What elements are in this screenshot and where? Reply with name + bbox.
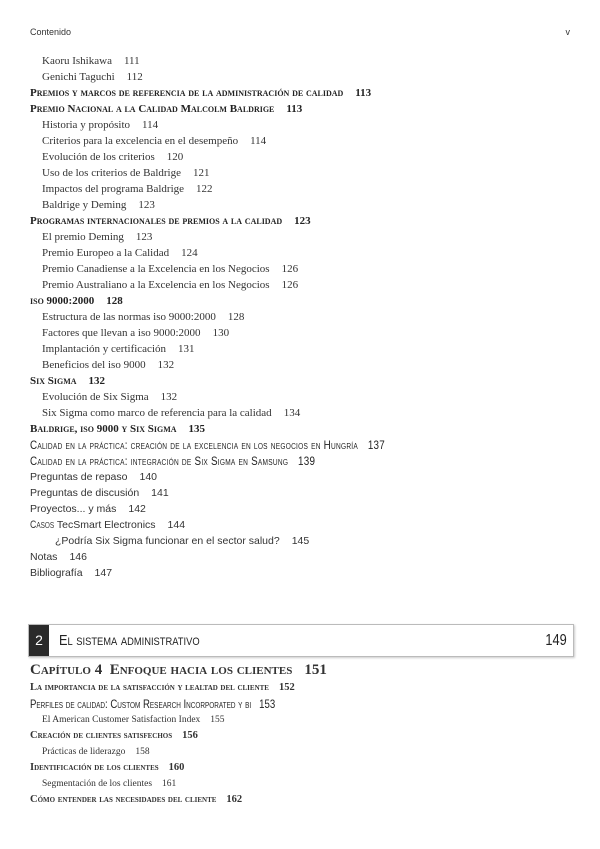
toc-entry-page: 134 xyxy=(283,407,301,419)
toc-entry-title: Impactos del programa Baldrige xyxy=(42,183,185,195)
chapter-entry-page: 156 xyxy=(182,730,198,741)
toc-entry-page: 139 xyxy=(298,454,316,468)
toc-entry xyxy=(30,165,570,181)
toc-entry-title: Preguntas de discusión xyxy=(30,487,140,499)
chapter-entry-title: Segmentación de los clientes xyxy=(42,779,153,789)
toc-entry-title: Premio Australiano a la Excelencia en los Negocios xyxy=(42,279,270,291)
toc-entry-title: Six Sigma como marco de referencia para la calidad xyxy=(42,407,272,419)
toc-entry xyxy=(30,325,570,341)
toc-entry xyxy=(30,53,570,69)
toc-entry-title: Six Sigma xyxy=(30,375,77,387)
toc-entry-prefix: Casos xyxy=(30,519,55,531)
toc-entry-title: Bibliografía xyxy=(30,567,83,579)
toc-entry-page: 124 xyxy=(181,247,198,259)
toc-entry-page: 126 xyxy=(281,263,299,275)
toc-entry-title: Evolución de Six Sigma xyxy=(42,391,149,403)
toc-entry xyxy=(30,565,570,581)
toc-entry xyxy=(30,261,570,277)
chapter-entry-page: 160 xyxy=(168,762,185,773)
toc-entry-page: 111 xyxy=(123,55,140,67)
chapter-entry-title: El American Customer Satisfaction Index xyxy=(42,715,201,725)
toc-entry-page: 113 xyxy=(286,103,303,115)
toc-entry-title: Evolución de los criterios xyxy=(42,151,155,163)
toc-entry-page: 132 xyxy=(88,375,106,387)
toc-entry-title: El premio Deming xyxy=(42,231,124,243)
toc-entry xyxy=(30,485,570,501)
table-of-contents xyxy=(30,53,570,581)
toc-entry-page: 145 xyxy=(291,535,310,547)
toc-entry xyxy=(30,293,570,309)
toc-entry-page: 142 xyxy=(128,503,146,515)
toc-entry xyxy=(30,341,570,357)
chapter-entry-page: 158 xyxy=(135,747,150,757)
toc-entry-page: 122 xyxy=(196,183,213,195)
toc-entry-title: Estructura de las normas iso 9000:2000 xyxy=(42,311,216,323)
chapter-entry-page: 162 xyxy=(226,794,243,805)
toc-entry xyxy=(30,69,570,85)
toc-entry-title: Preguntas de repaso xyxy=(30,471,128,483)
running-header-page-number: v xyxy=(565,27,570,37)
toc-entry xyxy=(30,229,570,245)
running-header-section: Contenido xyxy=(30,27,72,37)
part-title: El sistema administrativo xyxy=(59,632,200,649)
toc-entry-page: 135 xyxy=(188,423,206,435)
toc-entry xyxy=(30,437,570,453)
chapter-entry-title: Prácticas de liderazgo xyxy=(42,747,126,757)
chapter-page: 151 xyxy=(304,662,327,678)
chapter-entry-title: La importancia de la satisfacción y lealtad del cliente xyxy=(30,682,269,693)
toc-entry xyxy=(30,373,570,389)
toc-entry-page: 123 xyxy=(138,199,155,211)
toc-entry-page: 123 xyxy=(135,231,153,243)
toc-entry-title: Premio Europeo a la Calidad xyxy=(42,247,170,259)
toc-entry-title: Historia y propósito xyxy=(42,119,130,131)
toc-entry-title: Baldrige y Deming xyxy=(42,199,127,211)
toc-entry-page: 137 xyxy=(367,438,385,452)
toc-entry-title: Premios y marcos de referencia de la administración de calidad xyxy=(30,87,344,99)
toc-entry-page: 130 xyxy=(212,327,230,339)
toc-entry xyxy=(30,389,570,405)
toc-entry-title: Calidad en la práctica: integración de Six Sigma en Samsung xyxy=(30,454,289,468)
toc-entry-title: Kaoru Ishikawa xyxy=(42,55,112,67)
toc-entry-title: iso 9000:2000 xyxy=(30,295,95,307)
toc-entry xyxy=(30,117,570,133)
chapter-title xyxy=(30,660,570,680)
toc-entry xyxy=(30,549,570,565)
toc-entry-title: Implantación y certificación xyxy=(42,343,166,355)
toc-entry-page: 132 xyxy=(160,391,178,403)
part-number: 2 xyxy=(29,625,49,656)
toc-entry-title: Genichi Taguchi xyxy=(42,71,115,83)
toc-entry-title: Uso de los criterios de Baldrige xyxy=(42,167,181,179)
toc-entry xyxy=(30,197,570,213)
toc-entry-page: 144 xyxy=(167,519,186,531)
chapter-entry-page: 152 xyxy=(278,682,295,693)
chapter-entry xyxy=(30,792,570,808)
toc-entry-title: Criterios para la excelencia en el desempeño xyxy=(42,135,239,147)
toc-entry xyxy=(30,277,570,293)
toc-entry-page: 112 xyxy=(126,71,143,83)
toc-entry-page: 147 xyxy=(94,567,113,579)
part-page: 149 xyxy=(545,632,567,649)
chapter-entry xyxy=(30,760,570,776)
toc-entry xyxy=(30,357,570,373)
toc-entry-page: 140 xyxy=(139,471,158,483)
chapter-entry xyxy=(30,696,570,712)
chapter-entry xyxy=(30,744,570,760)
toc-entry xyxy=(30,309,570,325)
toc-entry xyxy=(30,133,570,149)
toc-entry-title: Baldrige, iso 9000 y Six Sigma xyxy=(30,423,177,435)
toc-entry xyxy=(30,213,570,229)
chapter-entry xyxy=(30,728,570,744)
toc-entry-title: TecSmart Electronics xyxy=(56,519,156,531)
chapter-entry-title: Creación de clientes satisfechos xyxy=(30,730,173,741)
toc-entry-page: 146 xyxy=(69,551,87,563)
toc-entry xyxy=(30,245,570,261)
chapter-entry-title: Identificación de los clientes xyxy=(30,762,159,773)
toc-entry-page: 120 xyxy=(166,151,184,163)
toc-entry xyxy=(30,405,570,421)
toc-entry xyxy=(30,181,570,197)
toc-entry-title: Beneficios del iso 9000 xyxy=(42,359,146,371)
toc-entry xyxy=(30,517,570,533)
toc-entry-title: Proyectos... y más xyxy=(30,503,117,515)
chapter-entry xyxy=(30,712,570,728)
toc-entry-page: 128 xyxy=(106,295,123,307)
toc-entry-page: 114 xyxy=(250,135,267,147)
chapter-contents xyxy=(30,660,570,808)
toc-entry xyxy=(30,85,570,101)
toc-entry-page: 131 xyxy=(178,343,195,355)
toc-entry xyxy=(30,149,570,165)
toc-entry-page: 132 xyxy=(157,359,175,371)
chapter-entry-page: 153 xyxy=(259,697,276,711)
chapter-entry xyxy=(30,776,570,792)
toc-entry xyxy=(30,421,570,437)
toc-entry-page: 121 xyxy=(193,167,210,179)
toc-entry xyxy=(30,501,570,517)
part-heading xyxy=(28,624,574,657)
toc-entry-page: 128 xyxy=(227,311,245,323)
toc-entry-page: 126 xyxy=(281,279,299,291)
toc-entry xyxy=(30,453,570,469)
toc-entry-title: Factores que llevan a iso 9000:2000 xyxy=(42,327,201,339)
chapter-entry-page: 155 xyxy=(210,715,225,725)
toc-entry-title: ¿Podría Six Sigma funcionar en el sector salud? xyxy=(55,535,280,547)
toc-entry-title: Premio Nacional a la Calidad Malcolm Baldrige xyxy=(30,103,275,115)
toc-entry xyxy=(30,533,570,549)
toc-entry-page: 114 xyxy=(142,119,159,131)
toc-entry-title: Calidad en la práctica: creación de la excelencia en los negocios en Hungría xyxy=(30,438,358,452)
chapter-entry-title: Perfiles de calidad: Custom Research Incorporated y bi xyxy=(30,697,252,711)
chapter-title-text: Capítulo 4 Enfoque hacia los clientes xyxy=(30,662,293,678)
chapter-entry-page: 161 xyxy=(162,779,177,789)
chapter-entry xyxy=(30,680,570,696)
toc-entry-title: Programas internacionales de premios a la calidad xyxy=(30,215,283,227)
toc-entry-page: 113 xyxy=(355,87,372,99)
toc-entry xyxy=(30,469,570,485)
toc-entry-title: Notas xyxy=(30,551,58,563)
toc-entry-page: 141 xyxy=(151,487,169,499)
toc-entry-page: 123 xyxy=(294,215,311,227)
toc-entry-title: Premio Canadiense a la Excelencia en los Negocios xyxy=(42,263,270,275)
chapter-entry-title: Cómo entender las necesidades del cliente xyxy=(30,794,217,805)
toc-entry xyxy=(30,101,570,117)
